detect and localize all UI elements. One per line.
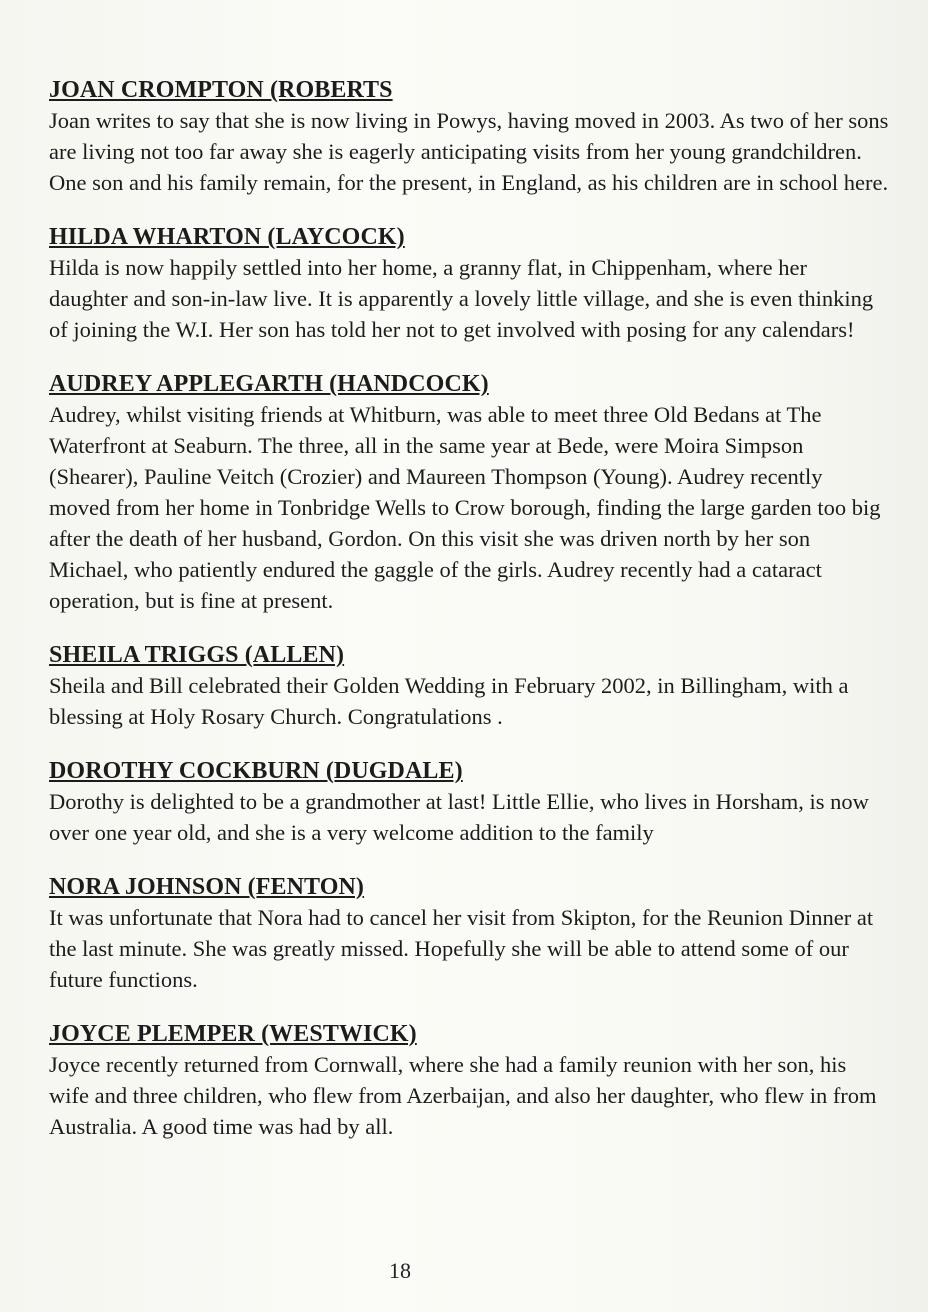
entry-body: Audrey, whilst visiting friends at Whitburn, was able to meet three Old Bedans at The Waterfront at Seaburn. The three, all in the same year at Bede, were Moira Simpson (Shearer), Pauline Veitch (Crozier) and Maureen Thompson (Young). Audrey recently moved from her home in Tonbridge Wells to Crow borough, finding the large garden too big after the death of her husband, Gordon. On this visit she was driven north by her son Michael, who patiently endured the gaggle of the girls. Audrey recently had a cataract operation, but is fine at present. bbox=[49, 402, 881, 613]
entry-title: JOAN CROMPTON (ROBERTS bbox=[49, 77, 393, 103]
entry-audrey-applegarth bbox=[49, 370, 889, 616]
entry-title: DOROTHY COCKBURN (DUGDALE) bbox=[49, 758, 463, 784]
entry-title: AUDREY APPLEGARTH (HANDCOCK) bbox=[49, 371, 489, 397]
entry-body: Joan writes to say that she is now living in Powys, having moved in 2003. As two of her sons are living not too far away she is eagerly anticipating visits from her young grandchildren. One son and his family remain, for the present, in England, as his children are in school here. bbox=[49, 108, 889, 195]
page-number: 18 bbox=[389, 1258, 411, 1283]
entry-dorothy-cockburn bbox=[49, 757, 889, 848]
entry-hilda-wharton bbox=[49, 223, 889, 345]
entry-joan-crompton bbox=[49, 76, 889, 198]
entry-body: Sheila and Bill celebrated their Golden Wedding in February 2002, in Billingham, with a blessing at Holy Rosary Church. Congratulations . bbox=[49, 673, 849, 729]
entry-body: Hilda is now happily settled into her home, a granny flat, in Chippenham, where her daughter and son-in-law live. It is apparently a lovely little village, and she is even thinking of joining the W.I. Her son has told her not to get involved with posing for any calendars! bbox=[49, 255, 874, 342]
entry-title: NORA JOHNSON (FENTON) bbox=[49, 874, 365, 900]
entry-title: JOYCE PLEMPER (WESTWICK) bbox=[49, 1021, 417, 1047]
entry-sheila-triggs bbox=[49, 641, 889, 732]
entry-title: HILDA WHARTON (LAYCOCK) bbox=[49, 224, 405, 250]
entry-body: Joyce recently returned from Cornwall, where she had a family reunion with her son, his wife and three children, who flew from Azerbaijan, and also her daughter, who flew in from Australia. A good time was had by all. bbox=[49, 1052, 877, 1139]
entry-joyce-plemper bbox=[49, 1020, 889, 1142]
entry-title: SHEILA TRIGGS (ALLEN) bbox=[49, 642, 345, 668]
entry-nora-johnson bbox=[49, 873, 889, 995]
entry-body: It was unfortunate that Nora had to cancel her visit from Skipton, for the Reunion Dinner at the last minute. She was greatly missed. Hopefully she will be able to attend some of our future functions. bbox=[49, 905, 874, 992]
newsletter-content bbox=[49, 76, 889, 1142]
entry-body: Dorothy is delighted to be a grandmother at last! Little Ellie, who lives in Horsham, is now over one year old, and she is a very welcome addition to the family bbox=[49, 789, 869, 845]
